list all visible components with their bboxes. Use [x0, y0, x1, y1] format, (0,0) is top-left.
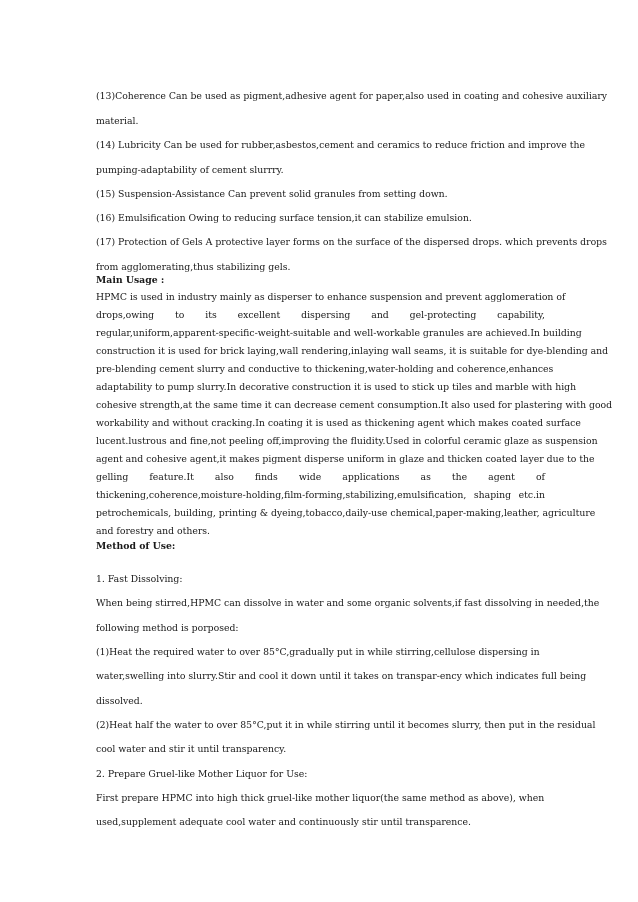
paragraph-line: agent and cohesive agent,it makes pigment disperse uniform in glaze and thicken coated layer due to the	[96, 454, 595, 465]
text-line: used,supplement adequate cool water and continuously stir until transparence.	[96, 817, 471, 828]
paragraph-line: drops,owing to its excellent dispersing and gel-protecting capability,	[96, 310, 545, 321]
text-line: material.	[96, 116, 139, 127]
text-line: 2. Prepare Gruel-like Mother Liquor for Use:	[96, 769, 308, 780]
paragraph-line: cohesive strength,at the same time it can decrease cement consumption.It also used for plastering with good	[96, 400, 613, 411]
text-line: following method is porposed:	[96, 623, 239, 634]
text-line: (1)Heat the required water to over 85°C,gradually put in while stirring,cellulose dispersing in	[96, 647, 540, 658]
paragraph-line: adaptability to pump slurry.In decorative construction it is used to stick up tiles and marble with high	[96, 382, 577, 393]
text-line: First prepare HPMC into high thick gruel-like mother liquor(the same method as above), when	[96, 793, 545, 804]
section-heading-method-of-use: Method of Use:	[96, 541, 176, 552]
paragraph-line: and forestry and others.	[96, 526, 211, 537]
paragraph-line: workability and without cracking.In coating it is used as thickening agent which makes coated surface	[96, 418, 581, 429]
text-line: When being stirred,HPMC can dissolve in water and some organic solvents,if fast dissolving in needed,the	[96, 598, 600, 609]
section-heading-main-usage: Main Usage :	[96, 275, 165, 286]
text-line: from agglomerating,thus stabilizing gels.	[96, 262, 291, 273]
text-line: pumping-adaptability of cement slurrry.	[96, 165, 284, 176]
paragraph-line: gelling feature.It also finds wide applications as the agent of	[96, 472, 545, 483]
text-line: (15) Suspension-Assistance Can prevent solid granules from setting down.	[96, 189, 448, 200]
text-line: (16) Emulsification Owing to reducing surface tension,it can stabilize emulsion.	[96, 213, 472, 224]
paragraph-line: thickening,coherence,moisture-holding,film-forming,stabilizing,emulsification, shaping etc.in	[96, 490, 545, 501]
paragraph-line: HPMC is used in industry mainly as disperser to enhance suspension and prevent agglomeration of	[96, 292, 566, 303]
paragraph-line: lucent.lustrous and fine,not peeling off,improving the fluidity.Used in colorful ceramic glaze as suspension	[96, 436, 598, 447]
paragraph-line: petrochemicals, building, printing & dyeing,tobacco,daily-use chemical,paper-making,leather, agriculture	[96, 508, 596, 519]
paragraph-line: construction it is used for brick laying,wall rendering,inlaying wall seams, it is suitable for dye-blending and	[96, 346, 609, 357]
text-line: water,swelling into slurry.Stir and cool it down until it takes on transpar-ency which indicates full being	[96, 671, 587, 682]
text-line: (17) Protection of Gels A protective layer forms on the surface of the dispersed drops. which prevents drops	[96, 237, 607, 248]
paragraph-line: pre-blending cement slurry and conductive to thickening,water-holding and coherence,enhances	[96, 364, 554, 375]
text-line: 1. Fast Dissolving:	[96, 574, 183, 585]
text-line: dissolved.	[96, 696, 143, 707]
text-line: cool water and stir it until transparency.	[96, 744, 287, 755]
text-line: (14) Lubricity Can be used for rubber,asbestos,cement and ceramics to reduce friction and improve the	[96, 140, 585, 151]
paragraph-line: regular,uniform,apparent-specific-weight-suitable and well-workable granules are achieved.In building	[96, 328, 582, 339]
text-line: (13)Coherence Can be used as pigment,adhesive agent for paper,also used in coating and cohesive auxiliary	[96, 91, 608, 102]
text-line: (2)Heat half the water to over 85°C,put it in while stirring until it becomes slurry, then put in the residual	[96, 720, 596, 731]
